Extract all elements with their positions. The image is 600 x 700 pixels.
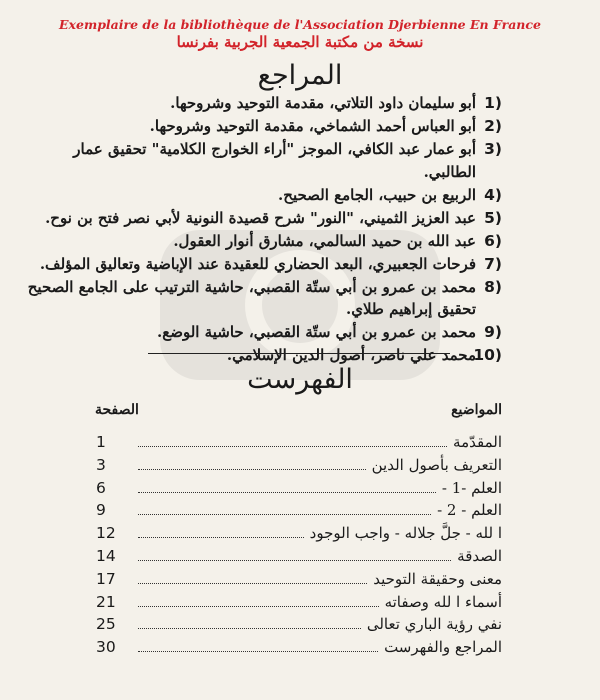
toc-row	[96, 570, 502, 593]
reference-number: 4)	[484, 185, 502, 204]
toc-page-number: 21	[96, 592, 116, 611]
reference-text: محمد علي ناصر، أصول الدين الإسلامي.	[226, 346, 476, 364]
reference-number: 1)	[484, 94, 502, 112]
toc-row	[96, 524, 502, 547]
reference-item	[20, 230, 502, 253]
toc-entry-title: المراجع والفهرست	[384, 638, 502, 657]
toc-entry-title: أسماء ا لله وصفاته	[384, 592, 502, 611]
references-list	[20, 92, 502, 367]
reference-number: 9)	[484, 323, 502, 341]
toc-page-number: 6	[96, 478, 106, 497]
column-header-topics: المواضيع	[451, 402, 502, 418]
toc-entry-title: العلم - 2 -	[437, 501, 502, 520]
reference-text: عبد الله بن حميد السالمي، مشارق أنوار العقول.	[173, 231, 476, 250]
toc-page-number: 17	[96, 569, 116, 588]
reference-number: 2)	[484, 117, 502, 135]
toc-row	[96, 479, 502, 502]
dot-leader	[138, 651, 378, 652]
toc-page-number: 14	[96, 546, 116, 565]
toc-row	[96, 638, 502, 661]
toc-page-number: 9	[96, 501, 106, 520]
reference-text: فرحات الجعبيري، البعد الحضاري للعقيدة عند الإباضية وتعاليق المؤلف.	[39, 254, 476, 273]
reference-number: 6)	[484, 231, 502, 250]
toc-row	[96, 433, 502, 456]
reference-text: أبو عمار عبد الكافي، الموجز "أراء الخوارج الكلامية" تحقيق عمار الطالبي.	[73, 140, 476, 181]
reference-item	[20, 92, 502, 115]
reference-text: عبد العزيز الثميني، "النور" شرح قصيدة النونية لأبي نصر فتح بن نوح.	[45, 208, 476, 227]
dot-leader	[138, 514, 431, 515]
library-header-french: Exemplaire de la bibliothèque de l'Association Djerbienne En France	[59, 17, 541, 32]
references-title: المراجع	[257, 60, 343, 91]
reference-item	[20, 138, 502, 183]
section-divider	[148, 353, 450, 354]
toc-page-number: 1	[96, 433, 106, 451]
toc-entry-title: معنى وحقيقة التوحيد	[373, 569, 502, 588]
toc-page-number: 30	[96, 638, 116, 657]
toc-entry-title: المقدّمة	[453, 433, 502, 451]
table-of-contents	[96, 433, 502, 661]
dot-leader	[138, 583, 367, 584]
toc-entry-title: ا لله - جلَّ جلاله - واجب الوجود	[309, 524, 502, 543]
reference-number: 7)	[484, 254, 502, 273]
toc-entry-title: الصدقة	[457, 546, 502, 565]
reference-text: أبو سليمان داود التلاتي، مقدمة التوحيد وشروحها.	[170, 94, 476, 112]
toc-page-number: 3	[96, 455, 106, 474]
dot-leader	[138, 537, 304, 538]
reference-number: 3)	[484, 140, 502, 158]
toc-row	[96, 547, 502, 570]
dot-leader	[138, 492, 436, 493]
reference-number: 5)	[484, 208, 502, 227]
reference-item	[20, 184, 502, 207]
column-header-page: الصفحة	[95, 402, 139, 418]
dot-leader	[138, 628, 361, 629]
dot-leader	[138, 606, 379, 607]
dot-leader	[138, 560, 451, 561]
reference-text: أبو العباس أحمد الشماخي، مقدمة التوحيد وشروحها.	[149, 117, 476, 135]
toc-row	[96, 593, 502, 616]
toc-entry-title: التعريف بأصول الدين	[371, 455, 502, 474]
dot-leader	[138, 469, 366, 470]
toc-page-number: 25	[96, 615, 116, 634]
reference-item	[20, 276, 502, 321]
toc-entry-title: العلم -1 -	[441, 478, 502, 497]
reference-item	[20, 253, 502, 276]
dot-leader	[138, 446, 447, 447]
toc-row	[96, 456, 502, 479]
toc-row	[96, 615, 502, 638]
index-title: الفهرست	[247, 364, 353, 395]
reference-number: 8)	[484, 277, 502, 296]
reference-text: محمد بن عمرو بن أبي ستّة القصبي، حاشية الترتيب على الجامع الصحيح تحقيق إبراهيم طلاي.	[27, 277, 476, 318]
toc-row	[96, 501, 502, 524]
toc-page-number: 12	[96, 524, 116, 543]
reference-item	[20, 115, 502, 138]
reference-number: 10)	[473, 346, 502, 364]
reference-text: محمد بن عمرو بن أبي ستّة القصبي، حاشية الوضع.	[157, 323, 476, 341]
reference-item	[20, 321, 502, 344]
reference-text: الربيع بن حبيب، الجامع الصحيح.	[278, 185, 476, 204]
toc-entry-title: نفي رؤية الباري تعالى	[366, 615, 502, 634]
reference-item	[20, 207, 502, 230]
library-header-arabic: نسخة من مكتبة الجمعية الجربية بفرنسا	[176, 33, 424, 51]
